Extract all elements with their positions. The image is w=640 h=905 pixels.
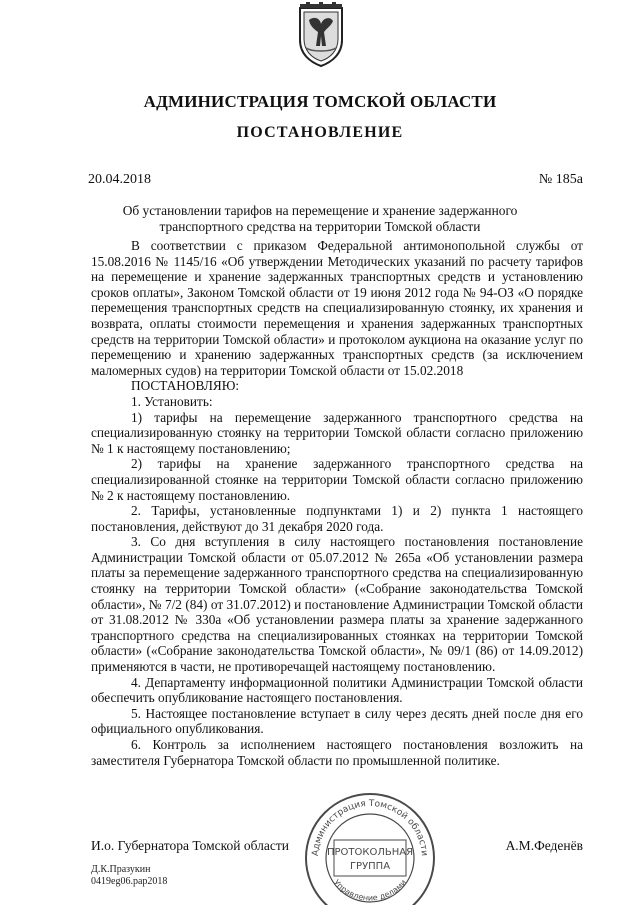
body-paragraph-item-3: 3. Со дня вступления в силу настоящего постановления постановление Администрации Томской области от 05.07.2012 № 265а «Об установлении размера платы за перемещение задержанного транспортного средства на специализированную стоянку на территории Томской области» («Собрание законодательства Томской области», № 7/2 (84) от 31.07.2012) и постановление Администрации Томской области от 31.08.2012 № 330а «Об установлении размера платы за хранение задержанного транспортного средства на специализированных стоянках на территории Томской области» («Собрание законодательства Томской области», № 09/1 (86) от 14.09.2012) применяются в части, не противоречащей настоящему постановлению. (91, 534, 583, 675)
coat-of-arms-emblem (296, 2, 346, 68)
document-title (120, 203, 520, 235)
official-stamp (300, 788, 440, 905)
body-paragraph-resolve: ПОСТАНОВЛЯЮ: (131, 378, 240, 394)
signatory-role: И.о. Губернатора Томской области (91, 838, 289, 853)
body-paragraph-item-1: 1. Установить: (131, 393, 213, 409)
stamp-ring-text: Администрация Томской области (310, 798, 430, 857)
stamp-bottom-text: Управление делами (331, 877, 409, 903)
body-paragraph-item-5: 5. Настоящее постановление вступает в силу через десять дней после дня его официального опубликования. (91, 705, 583, 737)
organization-title: АДМИНИСТРАЦИЯ ТОМСКОЙ ОБЛАСТИ (143, 92, 497, 111)
file-reference: 0419eg06.pap2018 (91, 876, 168, 887)
body-paragraph-subitem-1: 1) тарифы на перемещение задержанного транспортного средства на специализированную стоянку на территории Томской области согласно приложению № 1 к настоящему постановлению; (91, 409, 583, 456)
body-paragraph-subitem-2: 2) тарифы на хранение задержанного транспортного средства на специализированной стоянке на территории Томской области согласно приложению № 2 к настоящему постановлению. (91, 456, 583, 503)
document-number: № 185а (538, 172, 583, 187)
author-info (91, 864, 167, 888)
body-paragraph-item-4: 4. Департаменту информационной политики Администрации Томской области обеспечить опубликование настоящего постановления. (91, 674, 583, 706)
document-body (91, 238, 583, 768)
document-date: 20.04.2018 (88, 172, 151, 187)
stamp-center-line-1: ПРОТОКОЛЬНАЯ (326, 847, 414, 858)
title-line: Об установлении тарифов на перемещение и хранение задержанного (122, 203, 518, 218)
document-type-heading: ПОСТАНОВЛЕНИЕ (236, 124, 404, 141)
title-line: транспортного средства на территории Томской области (159, 219, 481, 234)
body-paragraph-item-2: 2. Тарифы, установленные подпунктами 1) и 2) пункта 1 настоящего постановления, действуют до 31 декабря 2020 года. (91, 503, 583, 534)
body-paragraph-item-6: 6. Контроль за исполнением настоящего постановления возложить на заместителя Губернатора Томской области по промышленной политике. (91, 737, 583, 768)
signatory-name: А.М.Феденёв (505, 838, 583, 853)
body-paragraph-preamble: В соответствии с приказом Федеральной антимонопольной службы от 15.08.2016 № 1145/16 «Об утверждении Методических указаний по расчету тарифов на перемещение и хранение задержанных транспортных средств и установлению сроков оплаты», Законом Томской области от 19 июня 2012 года № 94-ОЗ «О порядке перемещения транспортных средств на специализированную стоянку, их хранения и возврата, оплаты стоимости перемещения и хранения задержанных транспортных средств на территории Томской области» и протоколом аукциона на оказание услуг по перемещению и хранению задержанных транспортных средств (за исключением маломерных судов) на территории Томской области от 15.02.2018 (91, 238, 583, 378)
author-name: Д.К.Празукин (91, 864, 151, 875)
stamp-center-line-2: ГРУППА (349, 861, 391, 872)
